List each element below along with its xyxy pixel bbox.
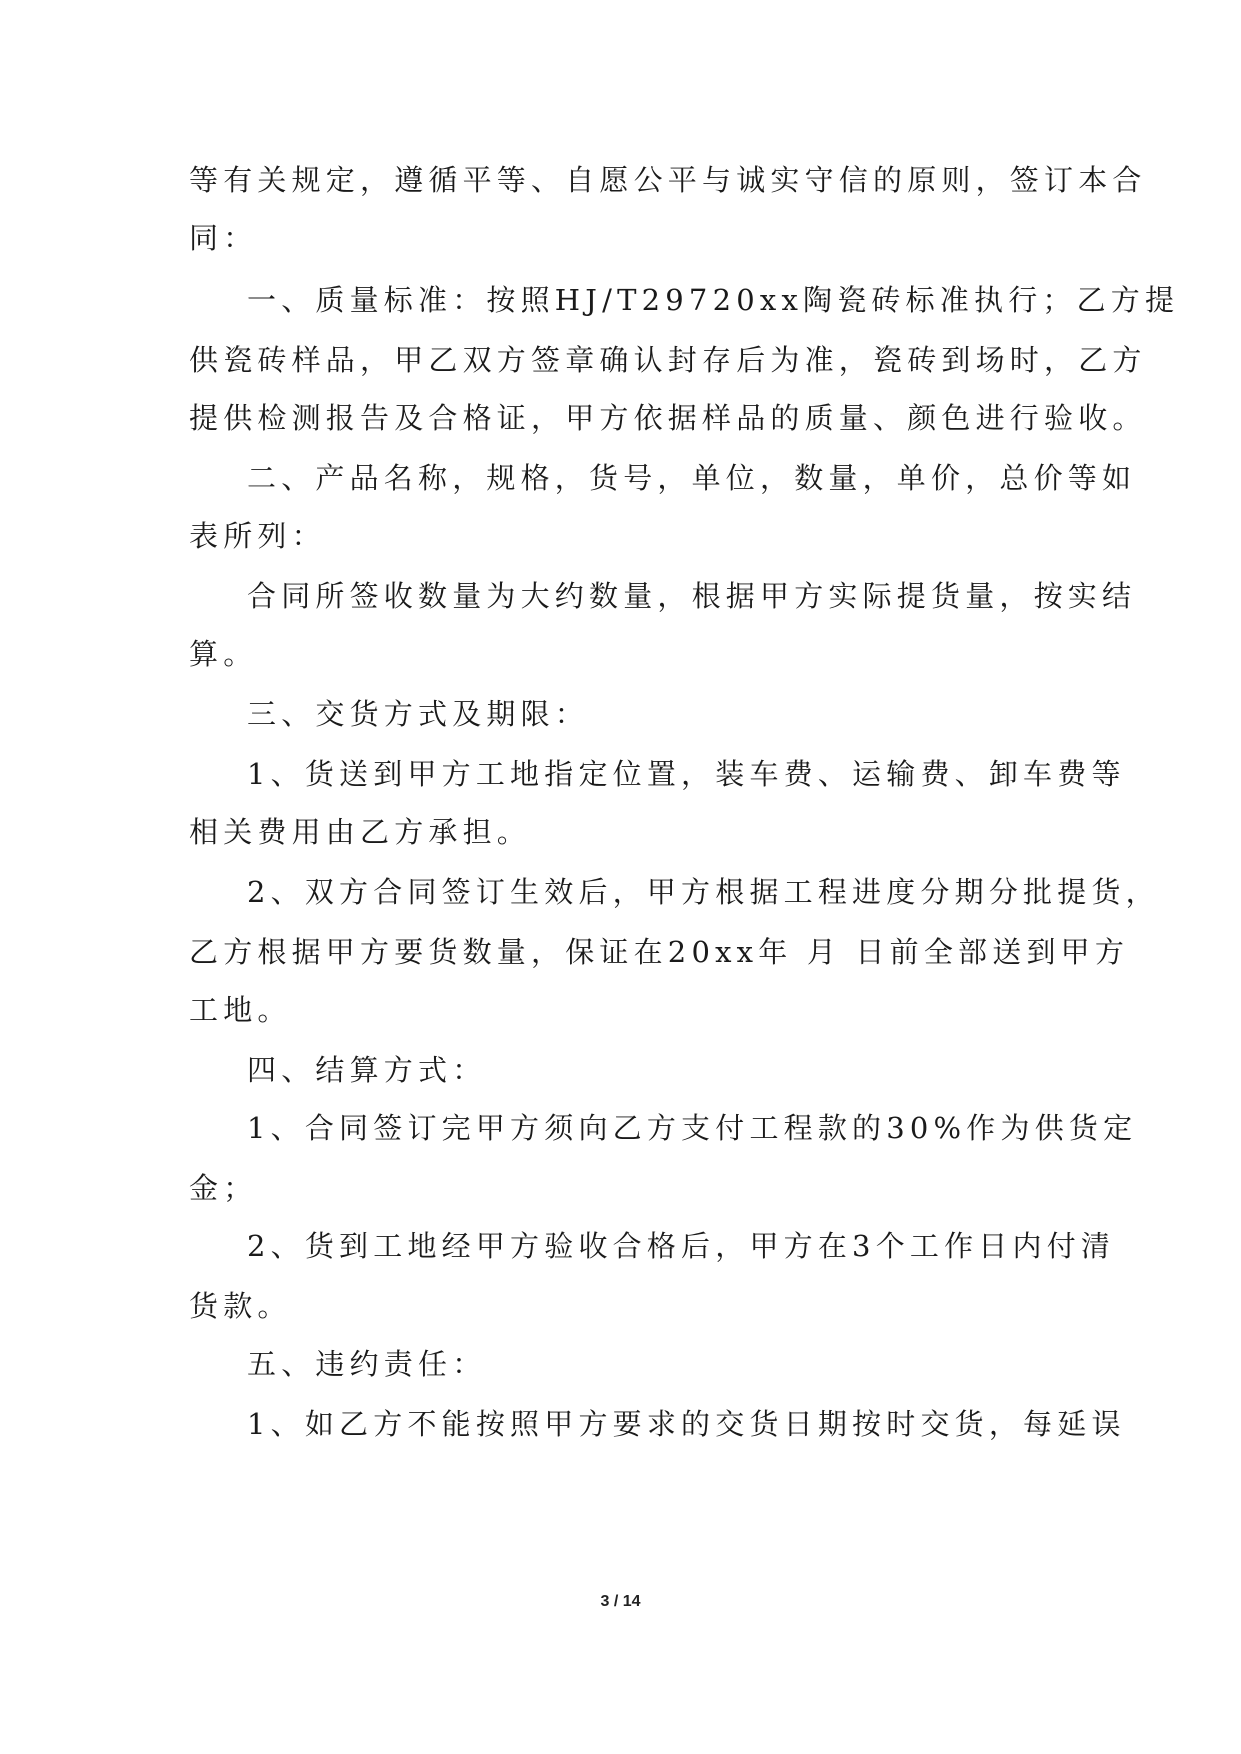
section-heading: 一、质量标准：按照HJ/T29720xx陶瓷砖标准执行；乙方提: [247, 283, 1180, 317]
text-line: 2、货到工地经甲方验收合格后，甲方在3个工作日内付清: [247, 1229, 1116, 1263]
text-line: 2、双方合同签订生效后，甲方根据工程进度分期分批提货，: [247, 875, 1160, 909]
text-line: 供瓷砖样品，甲乙双方签章确认封存后为准，瓷砖到场时，乙方: [189, 343, 1147, 377]
text-line: 1、如乙方不能按照甲方要求的交货日期按时交货，每延误: [247, 1407, 1126, 1441]
text-line: 等有关规定，遵循平等、自愿公平与诚实守信的原则，签订本合: [189, 163, 1147, 197]
text-line: 货款。: [189, 1289, 292, 1323]
text-line: 提供检测报告及合格证，甲方依据样品的质量、颜色进行验收。: [189, 401, 1147, 435]
text-line: 工地。: [189, 993, 292, 1027]
text-line: 1、合同签订完甲方须向乙方支付工程款的30%作为供货定: [247, 1111, 1138, 1145]
text-line: 1、货送到甲方工地指定位置，装车费、运输费、卸车费等: [247, 757, 1126, 791]
text-line: 合同所签收数量为大约数量，根据甲方实际提货量，按实结: [247, 579, 1137, 613]
section-heading: 四、结算方式：: [247, 1053, 487, 1087]
text-line: 乙方根据甲方要货数量，保证在20xx年 月 日前全部送到甲方: [189, 935, 1130, 969]
page-number: 3 / 14: [600, 1593, 641, 1610]
text-line: 金；: [189, 1171, 258, 1205]
text-line: 同：: [189, 221, 258, 255]
text-line: 相关费用由乙方承担。: [189, 815, 532, 849]
section-heading: 五、违约责任：: [247, 1347, 487, 1381]
section-heading: 二、产品名称，规格，货号，单位，数量，单价，总价等如: [247, 461, 1137, 495]
text-line: 算。: [189, 637, 258, 671]
text-line: 表所列：: [189, 519, 326, 553]
section-heading: 三、交货方式及期限：: [247, 697, 590, 731]
